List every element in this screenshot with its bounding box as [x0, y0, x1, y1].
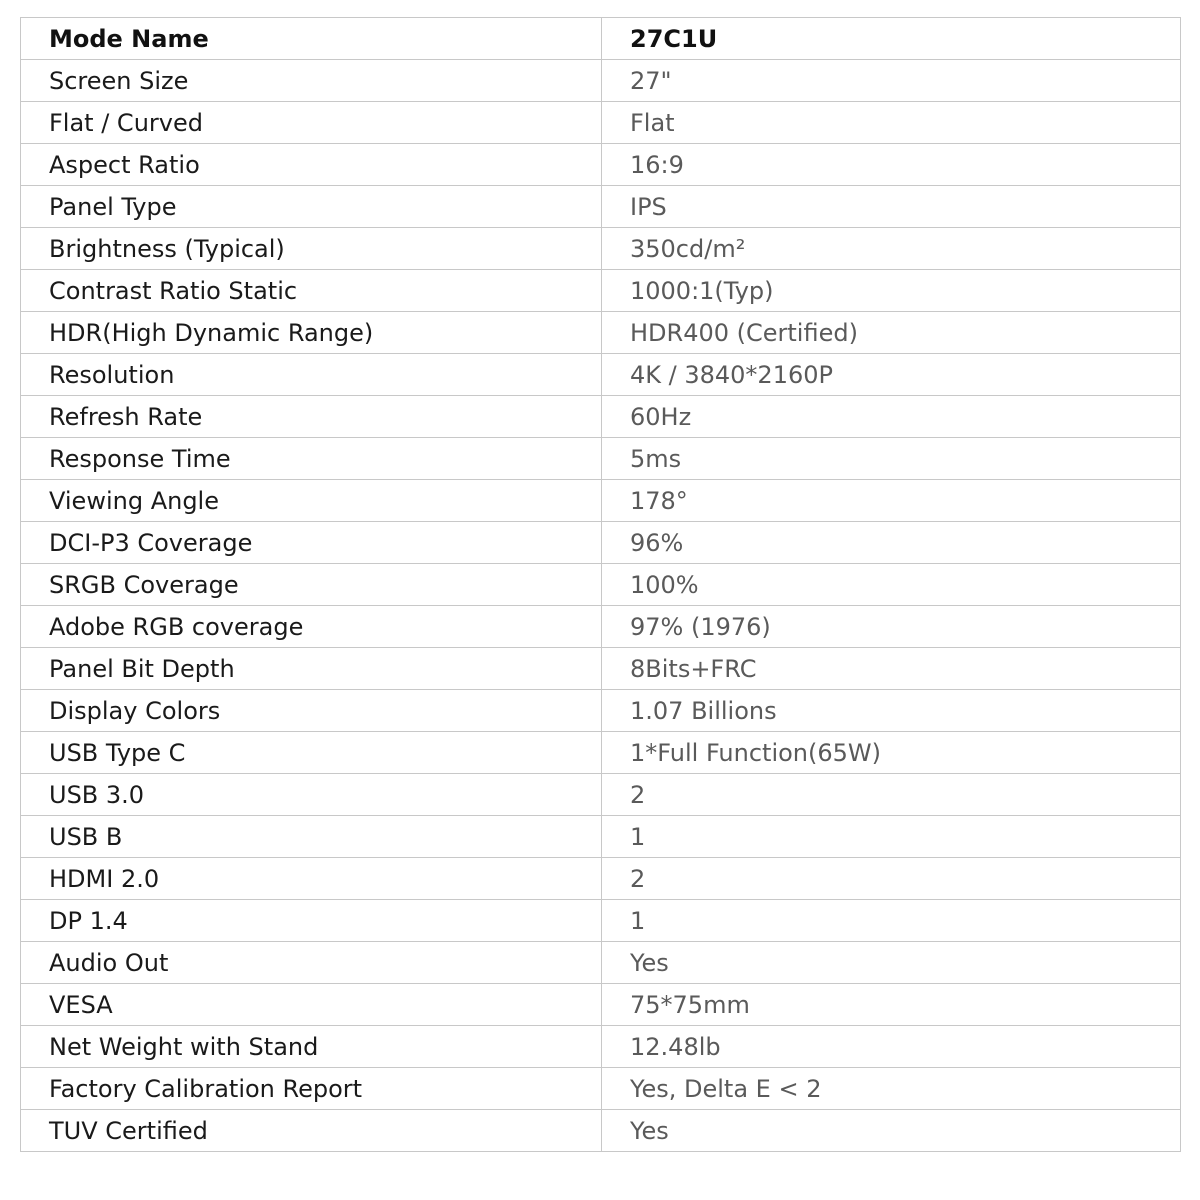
- table-row: [21, 900, 1181, 942]
- spec-label: Aspect Ratio: [21, 144, 602, 186]
- header-label: Mode Name: [21, 18, 602, 60]
- table-row: [21, 1110, 1181, 1152]
- spec-value: Yes, Delta E < 2: [602, 1068, 1181, 1110]
- spec-label: Resolution: [21, 354, 602, 396]
- spec-value: 1: [602, 816, 1181, 858]
- spec-value: 350cd/m²: [602, 228, 1181, 270]
- spec-value: 100%: [602, 564, 1181, 606]
- spec-label: Refresh Rate: [21, 396, 602, 438]
- spec-label: Contrast Ratio Static: [21, 270, 602, 312]
- spec-value: Yes: [602, 1110, 1181, 1152]
- spec-value: 2: [602, 774, 1181, 816]
- table-row: [21, 984, 1181, 1026]
- spec-value: 75*75mm: [602, 984, 1181, 1026]
- table-row: [21, 228, 1181, 270]
- spec-label: DCI-P3 Coverage: [21, 522, 602, 564]
- spec-label: USB B: [21, 816, 602, 858]
- spec-label: Display Colors: [21, 690, 602, 732]
- table-row: [21, 606, 1181, 648]
- spec-value: Flat: [602, 102, 1181, 144]
- spec-label: Panel Type: [21, 186, 602, 228]
- spec-label: HDR(High Dynamic Range): [21, 312, 602, 354]
- spec-label: DP 1.4: [21, 900, 602, 942]
- spec-value: 27": [602, 60, 1181, 102]
- spec-value: Yes: [602, 942, 1181, 984]
- spec-label: USB Type C: [21, 732, 602, 774]
- table-row: [21, 102, 1181, 144]
- spec-value: 60Hz: [602, 396, 1181, 438]
- table-row: [21, 396, 1181, 438]
- table-row: [21, 648, 1181, 690]
- table-row: [21, 60, 1181, 102]
- spec-label: Factory Calibration Report: [21, 1068, 602, 1110]
- spec-value: 4K / 3840*2160P: [602, 354, 1181, 396]
- table-row: [21, 354, 1181, 396]
- spec-label: Screen Size: [21, 60, 602, 102]
- spec-value: 1.07 Billions: [602, 690, 1181, 732]
- spec-label: VESA: [21, 984, 602, 1026]
- spec-label: Brightness (Typical): [21, 228, 602, 270]
- spec-value: IPS: [602, 186, 1181, 228]
- spec-table: [20, 17, 1181, 1152]
- table-row: [21, 774, 1181, 816]
- table-row: [21, 312, 1181, 354]
- table-row: [21, 858, 1181, 900]
- table-row: [21, 564, 1181, 606]
- spec-value: 8Bits+FRC: [602, 648, 1181, 690]
- spec-label: Panel Bit Depth: [21, 648, 602, 690]
- spec-value: 178°: [602, 480, 1181, 522]
- spec-label: USB 3.0: [21, 774, 602, 816]
- spec-value: HDR400 (Certified): [602, 312, 1181, 354]
- spec-value: 1: [602, 900, 1181, 942]
- spec-label: Response Time: [21, 438, 602, 480]
- spec-label: Net Weight with Stand: [21, 1026, 602, 1068]
- spec-label: SRGB Coverage: [21, 564, 602, 606]
- table-row: [21, 522, 1181, 564]
- spec-value: 1000:1(Typ): [602, 270, 1181, 312]
- spec-label: Audio Out: [21, 942, 602, 984]
- spec-label: Flat / Curved: [21, 102, 602, 144]
- spec-value: 16:9: [602, 144, 1181, 186]
- header-value: 27C1U: [602, 18, 1181, 60]
- spec-label: HDMI 2.0: [21, 858, 602, 900]
- spec-table-body: [21, 18, 1181, 1152]
- spec-label: Adobe RGB coverage: [21, 606, 602, 648]
- table-row: [21, 1026, 1181, 1068]
- table-header-row: [21, 18, 1181, 60]
- table-row: [21, 270, 1181, 312]
- spec-value: 5ms: [602, 438, 1181, 480]
- table-row: [21, 438, 1181, 480]
- spec-label: Viewing Angle: [21, 480, 602, 522]
- spec-value: 1*Full Function(65W): [602, 732, 1181, 774]
- table-row: [21, 1068, 1181, 1110]
- spec-label: TUV Certified: [21, 1110, 602, 1152]
- table-row: [21, 732, 1181, 774]
- spec-value: 97% (1976): [602, 606, 1181, 648]
- table-row: [21, 690, 1181, 732]
- table-row: [21, 144, 1181, 186]
- table-row: [21, 186, 1181, 228]
- spec-value: 96%: [602, 522, 1181, 564]
- table-row: [21, 816, 1181, 858]
- table-row: [21, 480, 1181, 522]
- spec-value: 12.48lb: [602, 1026, 1181, 1068]
- table-row: [21, 942, 1181, 984]
- spec-value: 2: [602, 858, 1181, 900]
